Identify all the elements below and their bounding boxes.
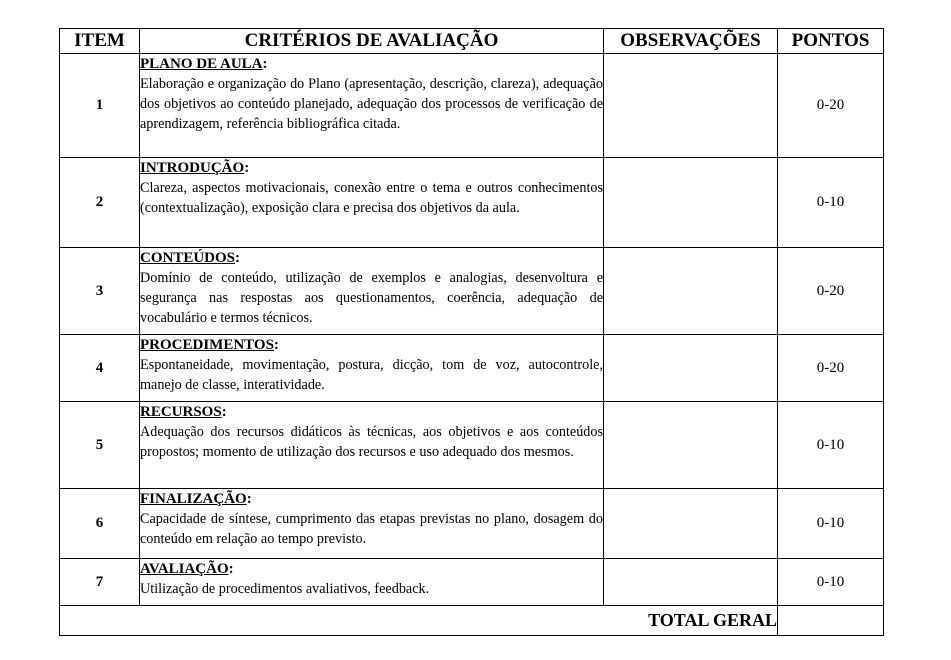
item-number: 1 <box>60 54 140 158</box>
header-observations: OBSERVAÇÕES <box>604 29 778 54</box>
observations-cell[interactable] <box>604 489 778 559</box>
title-colon: : <box>228 561 234 577</box>
table-row <box>60 248 884 335</box>
criteria-cell <box>140 559 604 606</box>
header-points: PONTOS <box>778 29 884 54</box>
criteria-cell <box>140 248 604 335</box>
criteria-title: AVALIAÇÃO <box>140 561 229 577</box>
criteria-description: Domínio de conteúdo, utilização de exemplos e analogias, desenvoltura e segurança nas respostas aos questionamentos, coerência, adequação de vocabulário e termos técnicos. <box>140 270 603 326</box>
criteria-cell <box>140 402 604 489</box>
points-cell: 0-10 <box>778 402 884 489</box>
table-row <box>60 335 884 402</box>
observations-cell[interactable] <box>604 402 778 489</box>
observations-cell[interactable] <box>604 559 778 606</box>
title-colon: : <box>221 404 227 420</box>
points-cell: 0-10 <box>778 158 884 248</box>
table-row <box>60 489 884 559</box>
table-row <box>60 54 884 158</box>
criteria-title: PROCEDIMENTOS <box>140 337 274 353</box>
title-colon: : <box>246 491 252 507</box>
total-value-cell[interactable] <box>778 606 884 636</box>
points-cell: 0-20 <box>778 335 884 402</box>
points-cell: 0-20 <box>778 248 884 335</box>
total-label: TOTAL GERAL <box>60 606 778 636</box>
criteria-description: Clareza, aspectos motivacionais, conexão entre o tema e outros conhecimentos (contextualização), exposição clara e precisa dos objetivos da aula. <box>140 180 603 216</box>
criteria-cell <box>140 335 604 402</box>
observations-cell[interactable] <box>604 248 778 335</box>
item-number: 5 <box>60 402 140 489</box>
criteria-description: Elaboração e organização do Plano (apresentação, descrição, clareza), adequação dos objetivos ao conteúdo planejado, adequação dos processos de verificação de aprendizagem, referência bibliográfica citada. <box>140 76 603 132</box>
criteria-cell <box>140 158 604 248</box>
item-number: 2 <box>60 158 140 248</box>
observations-cell[interactable] <box>604 335 778 402</box>
criteria-description: Utilização de procedimentos avaliativos, feedback. <box>140 581 430 597</box>
criteria-description: Espontaneidade, movimentação, postura, dicção, tom de voz, autocontrole, manejo de classe, interatividade. <box>140 357 603 393</box>
item-number: 3 <box>60 248 140 335</box>
item-number: 4 <box>60 335 140 402</box>
criteria-title: INTRODUÇÃO <box>140 160 245 176</box>
item-number: 6 <box>60 489 140 559</box>
points-cell: 0-20 <box>778 54 884 158</box>
criteria-description: Adequação dos recursos didáticos às técnicas, aos objetivos e aos conteúdos propostos; momento de utilização dos recursos e uso adequado dos mesmos. <box>140 424 603 460</box>
title-colon: : <box>235 250 241 266</box>
criteria-title: CONTEÚDOS <box>140 250 236 266</box>
points-cell: 0-10 <box>778 489 884 559</box>
header-criteria: CRITÉRIOS DE AVALIAÇÃO <box>140 29 604 54</box>
table-row <box>60 402 884 489</box>
title-colon: : <box>273 337 279 353</box>
item-number: 7 <box>60 559 140 606</box>
observations-cell[interactable] <box>604 54 778 158</box>
criteria-cell <box>140 54 604 158</box>
header-row <box>60 29 884 54</box>
observations-cell[interactable] <box>604 158 778 248</box>
criteria-title: RECURSOS <box>140 404 222 420</box>
title-colon: : <box>244 160 250 176</box>
evaluation-criteria-table <box>59 28 884 636</box>
criteria-description: Capacidade de síntese, cumprimento das etapas previstas no plano, dosagem do conteúdo em relação ao tempo previsto. <box>140 511 603 547</box>
header-item: ITEM <box>60 29 140 54</box>
criteria-title: PLANO DE AULA <box>140 56 263 72</box>
total-row <box>60 606 884 636</box>
table-row <box>60 158 884 248</box>
title-colon: : <box>262 56 268 72</box>
table-row <box>60 559 884 606</box>
criteria-cell <box>140 489 604 559</box>
criteria-title: FINALIZAÇÃO <box>140 491 247 507</box>
points-cell: 0-10 <box>778 559 884 606</box>
